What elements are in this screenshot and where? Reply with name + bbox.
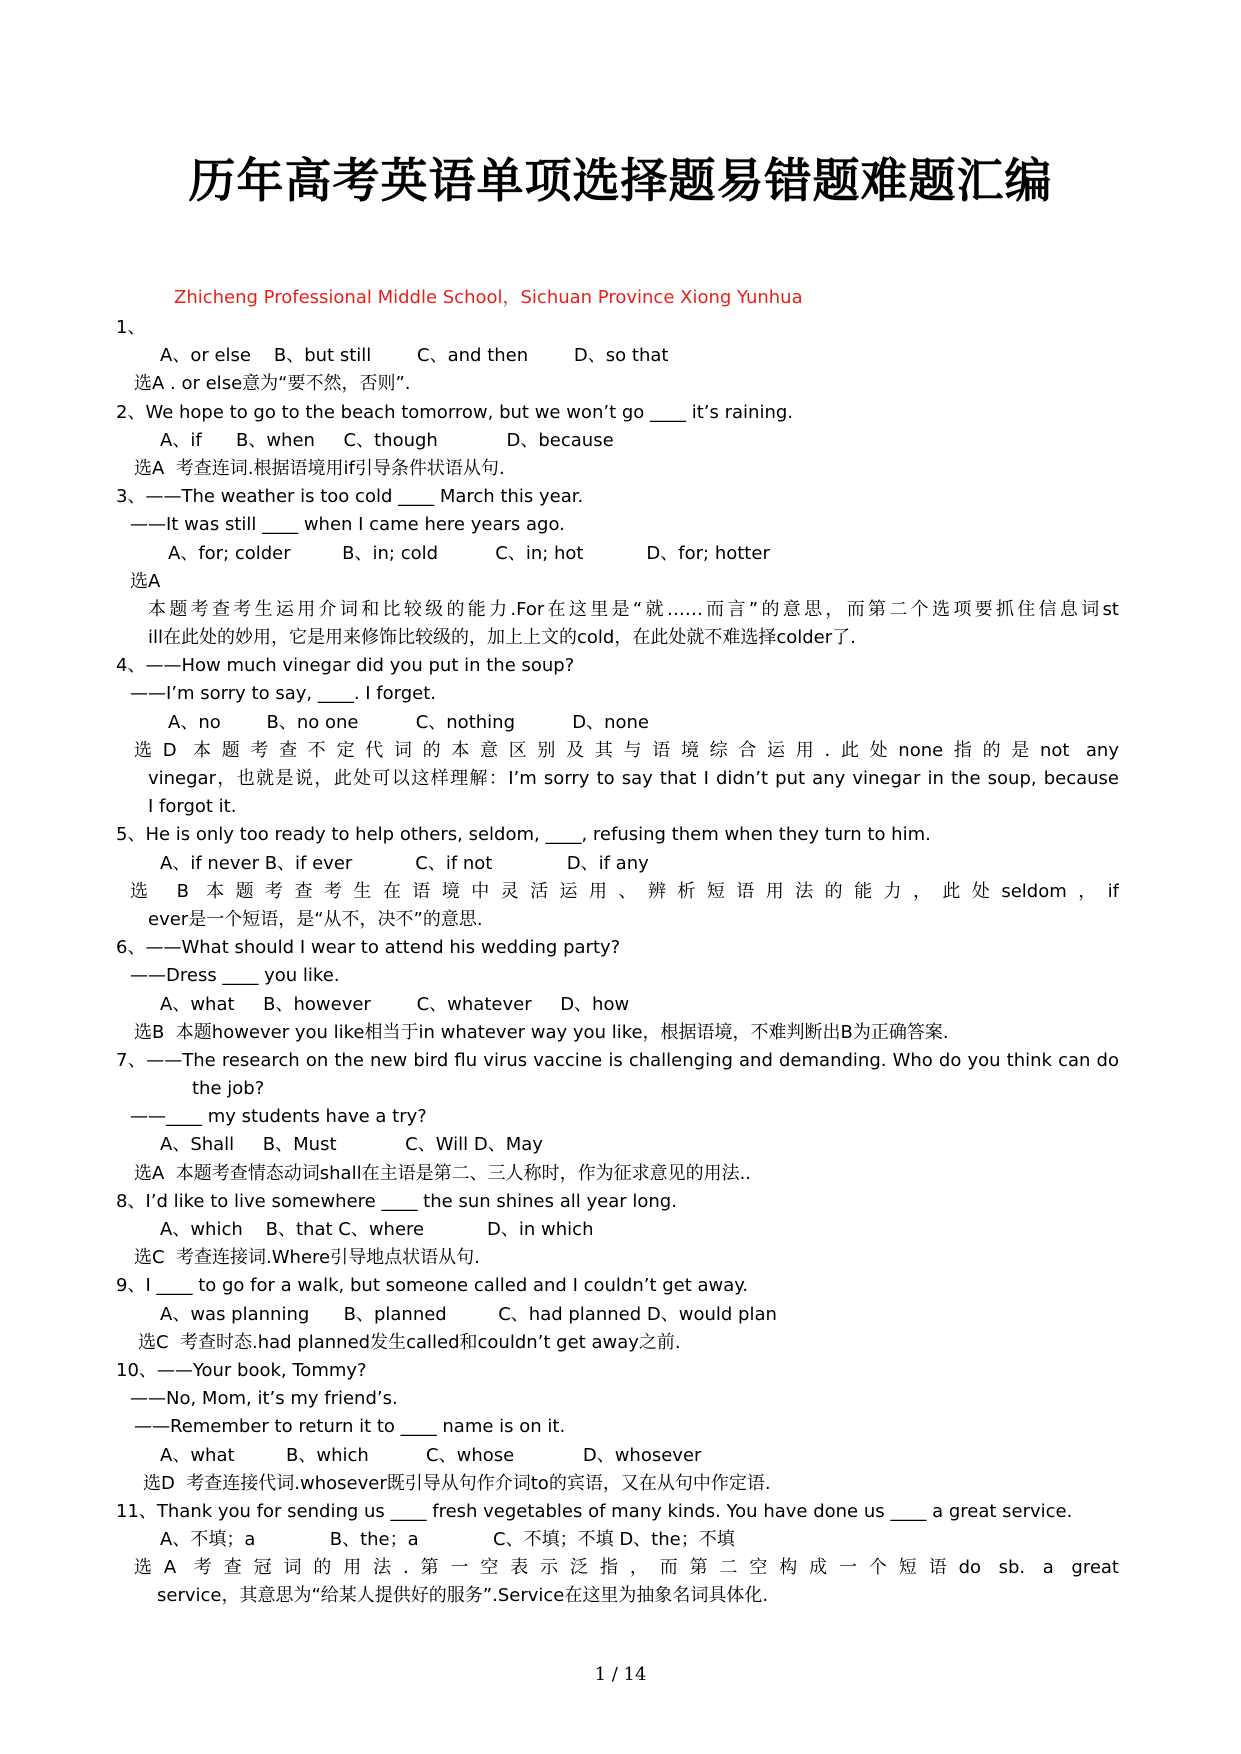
text-line: ——It was still ____ when I came here years ago. — [130, 514, 565, 536]
text-line: ——No, Mom, it’s my friend’s. — [130, 1388, 398, 1410]
text-line: 3、——The weather is too cold ____ March this year. — [116, 486, 584, 508]
text-line: 2、We hope to go to the beach tomorrow, but we won’t go ____ it’s raining. — [116, 401, 794, 423]
text-line: A、if B、when C、though D、because — [160, 429, 614, 451]
text-line: A、was planning B、planned C、had planned D、would plan — [160, 1303, 777, 1325]
text-line: 选D 本题考查不定代词的本意区别及其与语境综合运用.此处none指的是not any — [134, 739, 1119, 761]
text-line: 5、He is only too ready to help others, seldom, ____, refusing them when they turn to him. — [116, 824, 931, 846]
text-line: 选B 本题however you like相当于in whatever way you like，根据语境，不难判断出B为正确答案. — [134, 1021, 949, 1043]
text-line: ever是一个短语，是“从不，决不”的意思. — [148, 908, 483, 930]
text-line: 6、——What should I wear to attend his wedding party? — [116, 937, 621, 959]
question-list — [0, 314, 1241, 1611]
text-line: service，其意思为“给某人提供好的服务”.Service在这里为抽象名词具体化. — [157, 1585, 769, 1607]
text-line: A、for; colder B、in; cold C、in; hot D、for; hotter — [168, 542, 770, 564]
text-line: A、what B、however C、whatever D、how — [160, 993, 630, 1015]
text-line: ill在此处的妙用，它是用来修饰比较级的，加上上文的cold，在此处就不难选择colder了. — [148, 627, 856, 649]
text-line: 4、——How much vinegar did you put in the soup? — [116, 655, 575, 677]
text-line: vinegar，也就是说，此处可以这样理解：I’m sorry to say that I didn’t put any vinegar in the soup, because — [148, 768, 1119, 789]
text-line: 选A 考查连词.根据语境用if引导条件状语从句. — [134, 457, 505, 479]
text-line: A、which B、that C、where D、in which — [160, 1219, 594, 1240]
text-line: 选 B 本题考查考生在语境中灵活运用、辨析短语用法的能力，此处seldom，if — [130, 880, 1119, 902]
text-line: ——Dress ____ you like. — [130, 965, 340, 987]
text-line: 选A . or else意为“要不然，否则”. — [134, 373, 411, 395]
text-line: 1、 — [116, 317, 146, 338]
text-line: 选C 考查时态.had planned发生called和couldn’t get away之前. — [138, 1331, 681, 1353]
text-line: the job? — [192, 1078, 265, 1100]
text-line: A、what B、which C、whose D、whosever — [160, 1444, 702, 1466]
text-line: I forgot it. — [148, 796, 237, 818]
page-number: 1 / 14 — [594, 1664, 647, 1685]
text-line: 7、——The research on the new bird flu virus vaccine is challenging and demanding. Who do you think can do — [116, 1049, 1119, 1071]
text-line: A、不填；a B、the；a C、不填；不填 D、the；不填 — [160, 1529, 735, 1551]
author-line: Zhicheng Professional Middle School，Sichuan Province Xiong Yunhua — [174, 287, 803, 308]
page-title: 历年高考英语单项选择题易错题难题汇编 — [188, 154, 1053, 209]
text-line: 选A 考查冠词的用法.第一空表示泛指，而第二空构成一个短语do sb. a great — [134, 1557, 1119, 1579]
text-line: ——____ my students have a try? — [130, 1106, 427, 1128]
text-line: 选A — [130, 570, 161, 592]
text-line: 11、Thank you for sending us ____ fresh vegetables of many kinds. You have done us ____ a great service. — [116, 1500, 1073, 1522]
text-line: ——I’m sorry to say, ____. I forget. — [130, 683, 437, 705]
text-line: A、or else B、but still C、and then D、so that — [160, 345, 669, 367]
text-line: A、Shall B、Must C、Will D、May — [160, 1134, 543, 1156]
text-line: 8、I’d like to live somewhere ____ the sun shines all year long. — [116, 1190, 677, 1212]
text-line: 9、I ____ to go for a walk, but someone called and I couldn’t get away. — [116, 1275, 749, 1297]
text-line: 10、——Your book, Tommy? — [116, 1359, 367, 1381]
text-line: A、no B、no one C、nothing D、none — [168, 711, 649, 733]
text-line: ——Remember to return it to ____ name is on it. — [134, 1416, 566, 1438]
text-line: 选C 考查连接词.Where引导地点状语从句. — [134, 1247, 480, 1269]
text-line: A、if never B、if ever C、if not D、if any — [160, 852, 649, 874]
text-line: 本题考查考生运用介词和比较级的能力.For在这里是“就……而言”的意思，而第二个选项要抓住信息词st — [148, 598, 1119, 620]
text-line: 选D 考查连接代词.whosever既引导从句作介词to的宾语，又在从句中作定语. — [143, 1472, 771, 1494]
text-line: 选A 本题考查情态动词shall在主语是第二、三人称时，作为征求意见的用法.. — [134, 1162, 752, 1184]
